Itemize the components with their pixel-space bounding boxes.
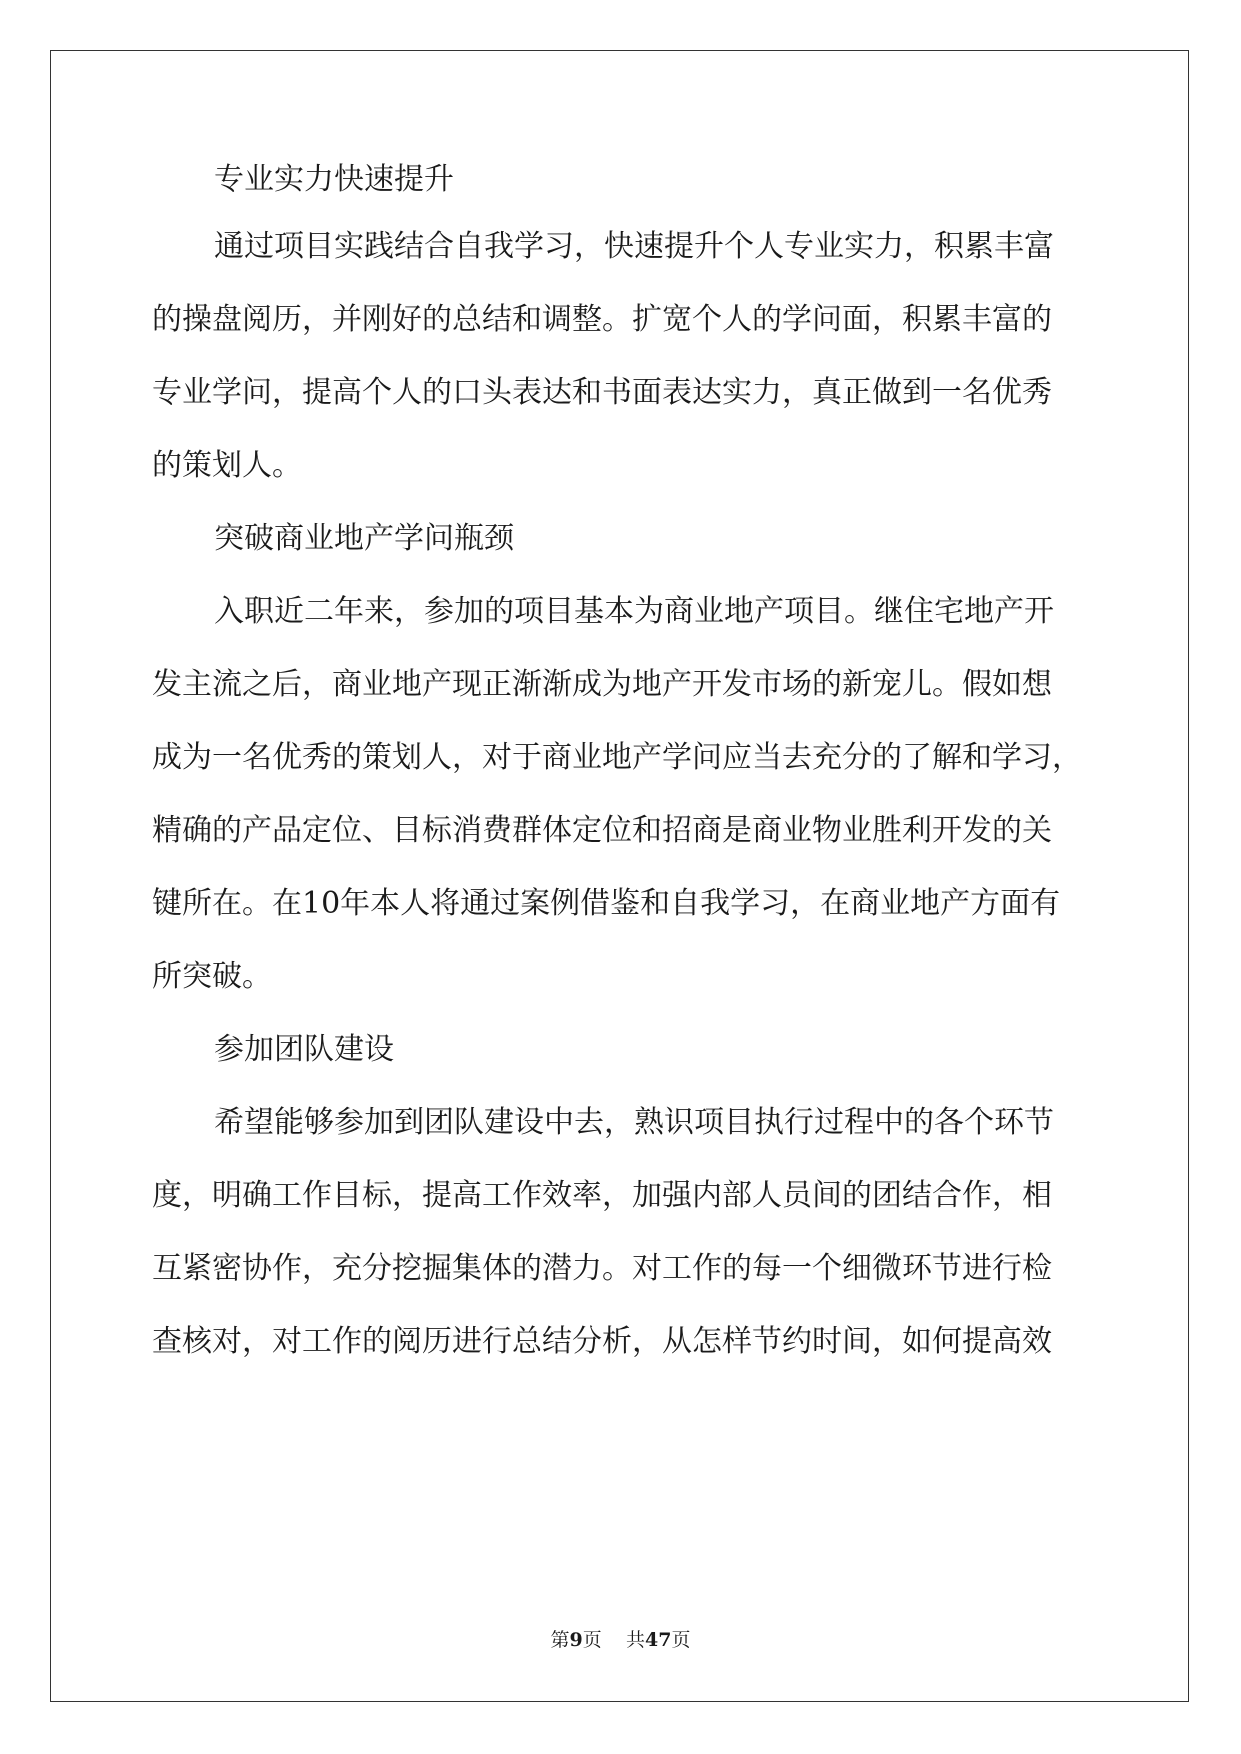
paragraph-line: 专业学问，提高个人的口头表达和书面表达实力，真正做到一名优秀: [152, 375, 1052, 410]
paragraph-line: 键所在。在10年本人将通过案例借鉴和自我学习，在商业地产方面有: [152, 886, 1061, 921]
page-prefix: 第: [550, 1629, 570, 1651]
paragraph-line: 的操盘阅历，并刚好的总结和调整。扩宽个人的学问面，积累丰富的: [152, 302, 1052, 337]
page-suffix: 页: [582, 1629, 602, 1651]
paragraph-line: 互紧密协作，充分挖掘集体的潜力。对工作的每一个细微环节进行检: [152, 1251, 1052, 1286]
paragraph-line: 查核对，对工作的阅历进行总结分析，从怎样节约时间，如何提高效: [152, 1324, 1052, 1359]
paragraph-line: 所突破。: [152, 959, 272, 994]
page-border: [50, 50, 1189, 1702]
paragraph-line: 发主流之后，商业地产现正渐渐成为地产开发市场的新宠儿。假如想: [152, 667, 1052, 702]
total-prefix: 共: [625, 1629, 645, 1651]
paragraph-line: 精确的产品定位、目标消费群体定位和招商是商业物业胜利开发的关: [152, 813, 1052, 848]
paragraph-line: 入职近二年来，参加的项目基本为商业地产项目。继住宅地产开: [214, 594, 1054, 629]
paragraph-line: 通过项目实践结合自我学习，快速提升个人专业实力，积累丰富: [214, 229, 1054, 264]
page-footer: [0, 1628, 1241, 1652]
paragraph-line: 度，明确工作目标，提高工作效率，加强内部人员间的团结合作，相: [152, 1178, 1052, 1213]
heading-team-building: 参加团队建设: [214, 1032, 394, 1067]
paragraph-line: 成为一名优秀的策划人，对于商业地产学问应当去充分的了解和学习，: [152, 740, 1082, 775]
paragraph-line: 的策划人。: [152, 448, 302, 483]
heading-commercial-real-estate: 突破商业地产学问瓶颈: [214, 521, 514, 556]
paragraph-line: 希望能够参加到团队建设中去，熟识项目执行过程中的各个环节: [214, 1105, 1054, 1140]
heading-professional-strength: 专业实力快速提升: [214, 162, 454, 197]
total-pages: 47: [644, 1629, 672, 1651]
page-number: 9: [569, 1629, 583, 1651]
total-suffix: 页: [671, 1629, 691, 1651]
